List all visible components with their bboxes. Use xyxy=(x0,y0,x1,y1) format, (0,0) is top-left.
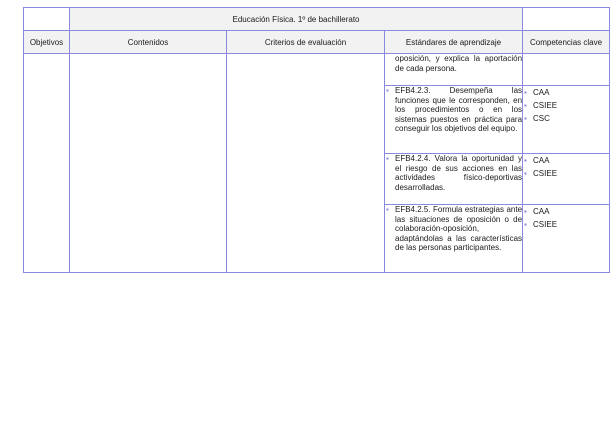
header-empty-cell-right xyxy=(523,8,610,31)
competency-item: ▪ CSC xyxy=(524,114,550,123)
competency-list xyxy=(523,205,609,231)
standard-text: EFB4.2.5. Formula estrategias ante las situaciones de oposición o de colaboración-oposición, adaptándolas a las características de las personas participantes. xyxy=(395,205,523,252)
competency-item: ▪ CSIEE xyxy=(524,220,558,229)
standard-cell xyxy=(385,54,523,86)
col-header-contenidos: Contenidos xyxy=(70,31,227,54)
bullet-icon: ▪ xyxy=(524,88,527,97)
table-title: Educación Física. 1º de bachillerato xyxy=(70,8,523,31)
competencies-cell xyxy=(523,86,610,154)
bullet-icon: ▪ xyxy=(386,154,389,163)
bullet-icon: ▪ xyxy=(524,156,527,165)
table-row xyxy=(24,54,610,86)
competencies-cell xyxy=(523,205,610,273)
col-header-criterios: Criterios de evaluación xyxy=(227,31,385,54)
bullet-icon: ▪ xyxy=(524,101,527,110)
competencies-cell xyxy=(523,54,610,86)
objetivos-cell xyxy=(24,54,70,273)
competency-item: ▪ CAA xyxy=(524,156,550,165)
standard-text: oposición, y explica la aportación de cada persona. xyxy=(395,54,523,73)
competency-item: ▪ CAA xyxy=(524,88,550,97)
competency-item: ▪ CSIEE xyxy=(524,101,558,110)
criterios-cell xyxy=(227,54,385,273)
bullet-icon: ▪ xyxy=(524,169,527,178)
competency-item: ▪ CSIEE xyxy=(524,169,558,178)
bullet-icon: ▪ xyxy=(524,114,527,123)
col-header-competencias: Competencias clave xyxy=(523,31,610,54)
col-header-objetivos: Objetivos xyxy=(24,31,70,54)
standard-cell xyxy=(385,154,523,205)
bullet-icon: ▪ xyxy=(524,220,527,229)
competencies-cell xyxy=(523,154,610,205)
curriculum-table xyxy=(23,7,610,273)
standard-cell xyxy=(385,205,523,273)
col-header-estandares: Estándares de aprendizaje xyxy=(385,31,523,54)
standard-cell xyxy=(385,86,523,154)
header-empty-cell xyxy=(24,8,70,31)
competency-list xyxy=(523,154,609,180)
contenidos-cell xyxy=(70,54,227,273)
competency-item: ▪ CAA xyxy=(524,207,550,216)
bullet-icon: ▪ xyxy=(386,86,389,95)
competency-list xyxy=(523,86,609,125)
bullet-icon: ▪ xyxy=(386,205,389,214)
standard-text: EFB4.2.3. Desempeña las funciones que le corresponden, en los procedimientos o en los sistemas puestos en práctica para conseguir los objetivos del equipo. xyxy=(395,86,523,133)
standard-text: EFB4.2.4. Valora la oportunidad y el riesgo de sus acciones en las actividades físico-deportivas desarrolladas. xyxy=(395,154,523,192)
bullet-icon: ▪ xyxy=(524,207,527,216)
